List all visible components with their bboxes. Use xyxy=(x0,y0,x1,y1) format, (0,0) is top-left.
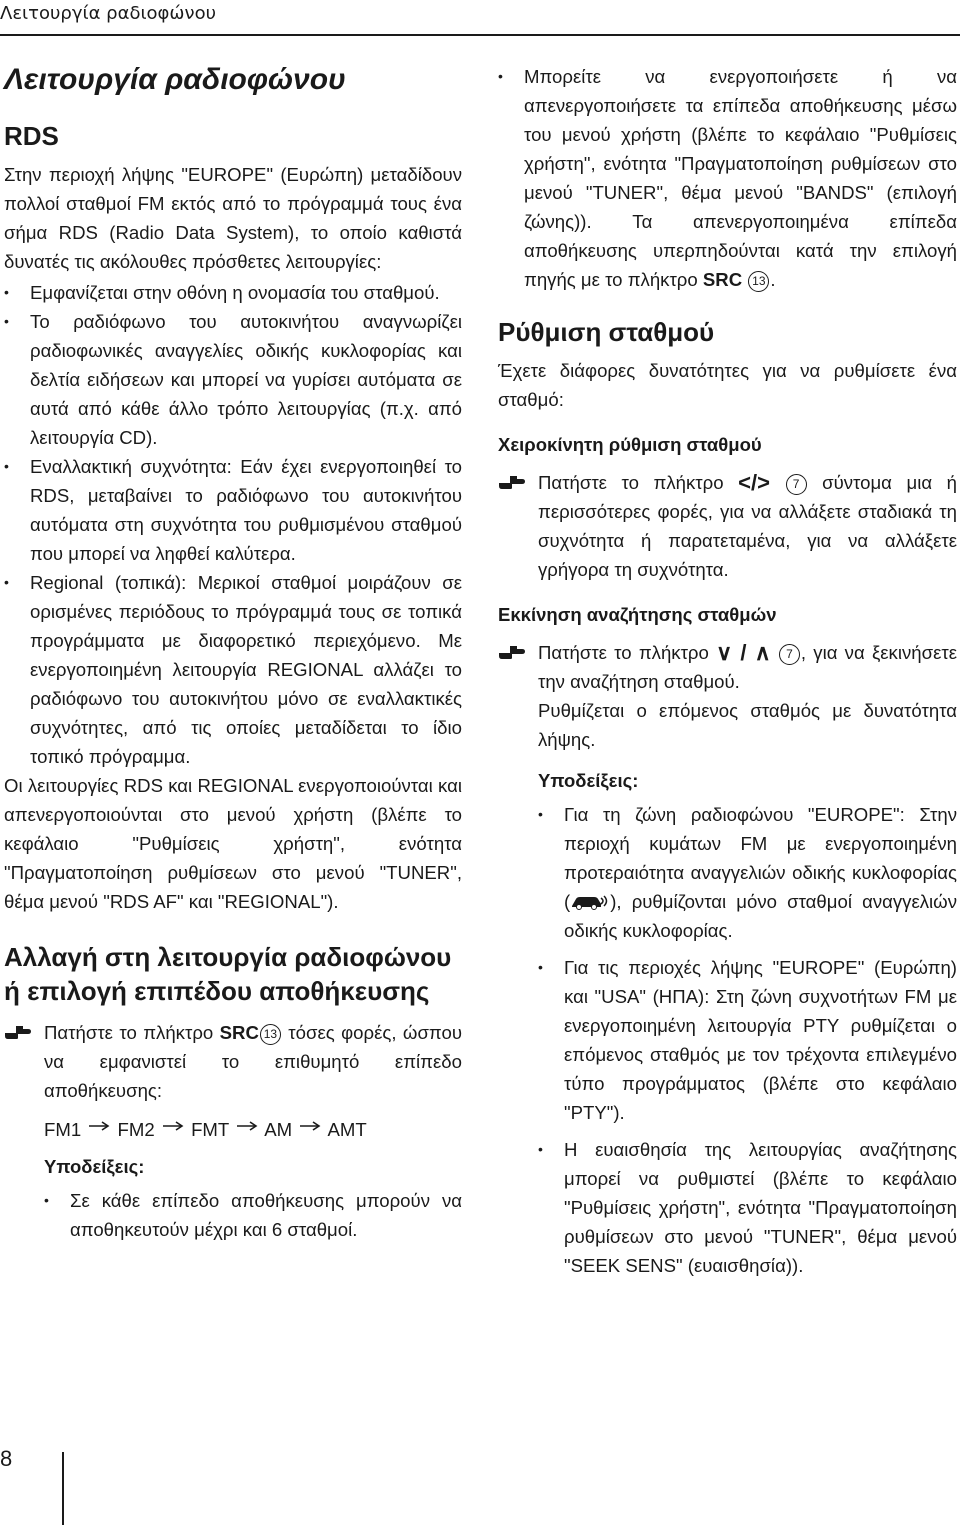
level-label: FM2 xyxy=(117,1119,155,1140)
list-item xyxy=(538,800,957,945)
src-key-label: SRC xyxy=(702,269,743,290)
level-label: FM1 xyxy=(44,1119,82,1140)
src-key-label: SRC xyxy=(219,1022,259,1043)
switch-step xyxy=(4,1018,462,1105)
rds-intro: Στην περιοχή λήψης "EUROPE" (Ευρώπη) μεταδίδουν πολλοί σταθμοί FM εκτός από το πρόγραμμά τους ένα σήμα RDS (Radio Data System), το οποίο καθιστά δυνατές τις ακόλουθες πρόσθετες λειτουργίες: xyxy=(4,164,462,272)
list-item: • Το ραδιόφωνο του αυτοκινήτου αναγνωρίζει ραδιοφωνικές αναγγελίες οδικής κυκλοφορίας και δελτία ειδήσεων και μπορεί να γυρίσει αυτόματα σε αυτά από κάθε άλλο τρόπο λειτουργίας (π.χ. από λειτουργία CD). xyxy=(4,307,462,452)
key-number-badge: 7 xyxy=(779,644,800,665)
step-text: Πατήστε το πλήκτρο xyxy=(538,642,717,663)
step-text: Πατήστε το πλήκτρο xyxy=(44,1022,220,1043)
list-item: • Η ευαισθησία της λειτουργίας αναζήτησης μπορεί να ρυθμιστεί (βλέπε το κεφάλαιο "Ρυθμίσεις χρήστη", ενότητα "Πραγματοποίηση ρυθμίσεων στο μενού "TUNER", θέμα μενού "SEEK SENS" (ευαισθησία)). xyxy=(538,1135,957,1280)
key-number-badge: 13 xyxy=(260,1024,281,1045)
list-item: • Εμφανίζεται στην οθόνη η ονομασία του σταθμού. xyxy=(4,278,462,307)
left-notes-block xyxy=(4,1154,462,1244)
step-text: , για να ξεκινήσετε την αναζήτηση σταθμού. xyxy=(538,642,958,692)
footer-rule xyxy=(62,1452,64,1525)
manual-heading: Χειροκίνητη ρύθμιση σταθμού xyxy=(498,434,762,455)
level-label: AM xyxy=(264,1119,293,1140)
manual-step xyxy=(498,468,957,584)
traffic-car-icon xyxy=(570,892,610,910)
note-text: ), ρυθμίζονται μόνο σταθμοί αναγγελιών οδικής κυκλοφορίας. xyxy=(564,891,957,941)
level-label: AMT xyxy=(327,1119,367,1140)
page-title: Λειτουργία ραδιοφώνου xyxy=(4,63,346,96)
arrow-right-icon xyxy=(236,1120,258,1132)
arrow-right-icon xyxy=(299,1120,321,1132)
right-bullet-list xyxy=(498,62,957,294)
seek-step xyxy=(498,638,957,696)
page-number: 8 xyxy=(0,1446,13,1471)
step-text: τόσες φορές, ώσπου να εμφανιστεί το επιθυμητό επίπεδο αποθήκευσης: xyxy=(44,1022,462,1101)
key-number-badge: 13 xyxy=(748,271,769,292)
pointing-hand-icon xyxy=(498,644,526,660)
step-text: σύντομα μια ή περισσότερες φορές, για να αλλάξετε σταδιακά τη συχνότητα ή παρατεταμένα, για να αλλάξετε γρήγορα τη συχνότητα. xyxy=(538,472,958,580)
left-notes-heading: Υποδείξεις: xyxy=(44,1156,145,1177)
right-notes-block xyxy=(498,768,957,1280)
tuning-heading: Ρύθμιση σταθμού xyxy=(498,317,715,347)
arrow-right-icon xyxy=(88,1120,110,1132)
switch-heading-line2: ή επιλογή επιπέδου αποθήκευσης xyxy=(4,976,430,1006)
level-sequence xyxy=(4,1115,462,1144)
bullet-text: Μπορείτε να ενεργοποιήσετε ή να απενεργοποιήσετε τα επίπεδα αποθήκευσης μέσω του μενού χρήστη (βλέπε το κεφάλαιο "Ρυθμίσεις χρήστη", ενότητα "Πραγματοποίηση ρυθμίσεων στο μενού "TUNER", θέμα μενού "BANDS" (επιλογή ζώνης)). Τα απενεργοποιημένα επίπεδα αποθήκευσης υπερπηδούνται κατά την επιλογή πηγής με το πλήκτρο xyxy=(524,66,957,290)
rds-outro: Οι λειτουργίες RDS και REGIONAL ενεργοποιούνται και απενεργοποιούνται στο μενού χρήστη (βλέπε το κεφάλαιο "Ρυθμίσεις χρήστη", ενότητα "Πραγματοποίηση ρυθμίσεων στο μενού "TUNER", θέμα μενού "RDS AF" και "REGIONAL"). xyxy=(4,775,462,912)
left-column xyxy=(4,62,462,1244)
right-notes-list xyxy=(538,800,957,1280)
note-text: Για τη ζώνη ραδιοφώνου "EUROPE": Στην περιοχή κυμάτων FM με ενεργοποιημένη προτεραιότητα αναγγελιών οδικής κυκλοφορίας ( xyxy=(564,804,957,912)
left-notes-list xyxy=(44,1186,462,1244)
pointing-hand-icon xyxy=(4,1024,32,1040)
seek-heading: Εκκίνηση αναζήτησης σταθμών xyxy=(498,604,777,625)
switch-heading-line1: Αλλαγή στη λειτουργία ραδιοφώνου xyxy=(4,942,452,972)
right-notes-heading: Υποδείξεις: xyxy=(538,770,639,791)
step-text: Πατήστε το πλήκτρο xyxy=(538,472,739,493)
list-item xyxy=(498,62,957,294)
arrow-right-icon xyxy=(162,1120,184,1132)
list-item: • Σε κάθε επίπεδο αποθήκευσης μπορούν να αποθηκευτούν μέχρι και 6 σταθμοί. xyxy=(44,1186,462,1244)
bullet-text: . xyxy=(770,269,776,290)
pointing-hand-icon xyxy=(498,474,526,490)
rds-bullet-list xyxy=(4,278,462,771)
key-number-badge: 7 xyxy=(786,474,807,495)
list-item: • Regional (τοπικά): Μερικοί σταθμοί μοιράζουν σε ορισμένες περιόδους το πρόγραμμά τους σε τοπικά προγράμματα με διαφορετικό περιεχόμενο. Με ενεργοποιημένη λειτουργία REGIONAL αλλάζει το ραδιόφωνο του αυτοκινήτου μόνο σε εναλλακτικές συχνότητες, από τις οποίες μεταδίδεται το ίδιο τοπικό πρόγραμμα. xyxy=(4,568,462,771)
seek-result: Ρυθμίζεται ο επόμενος σταθμός με δυνατότητα λήψης. xyxy=(538,700,957,750)
level-label: FMT xyxy=(191,1119,229,1140)
left-right-keys-label: </> xyxy=(738,470,770,495)
running-header: Λειτουργία ραδιοφώνου xyxy=(0,3,216,24)
up-down-keys-label: ∨ / ∧ xyxy=(716,640,771,665)
tuning-intro: Έχετε διάφορες δυνατότητες για να ρυθμίσετε ένα σταθμό: xyxy=(498,360,957,410)
right-column xyxy=(498,62,957,1280)
list-item: • Εναλλακτική συχνότητα: Εάν έχει ενεργοποιηθεί το RDS, μεταβαίνει το ραδιόφωνο του αυτοκινήτου αυτόματα στη συχνότητα του ρυθμισμένου σταθμού που μπορεί να ληφθεί καλύτερα. xyxy=(4,452,462,568)
list-item: • Για τις περιοχές λήψης "EUROPE" (Ευρώπη) και "USA" (ΗΠΑ): Στη ζώνη συχνοτήτων FM με ενεργοποιημένη λειτουργία PTY ρυθμίζεται ο επόμενος σταθμός με τον τρέχοντα επιλεγμένο τύπο προγράμματος (βλέπε στο κεφάλαιο "PTY"). xyxy=(538,953,957,1127)
switch-heading xyxy=(4,940,462,1008)
rds-heading: RDS xyxy=(4,121,59,151)
header-rule xyxy=(0,34,960,36)
